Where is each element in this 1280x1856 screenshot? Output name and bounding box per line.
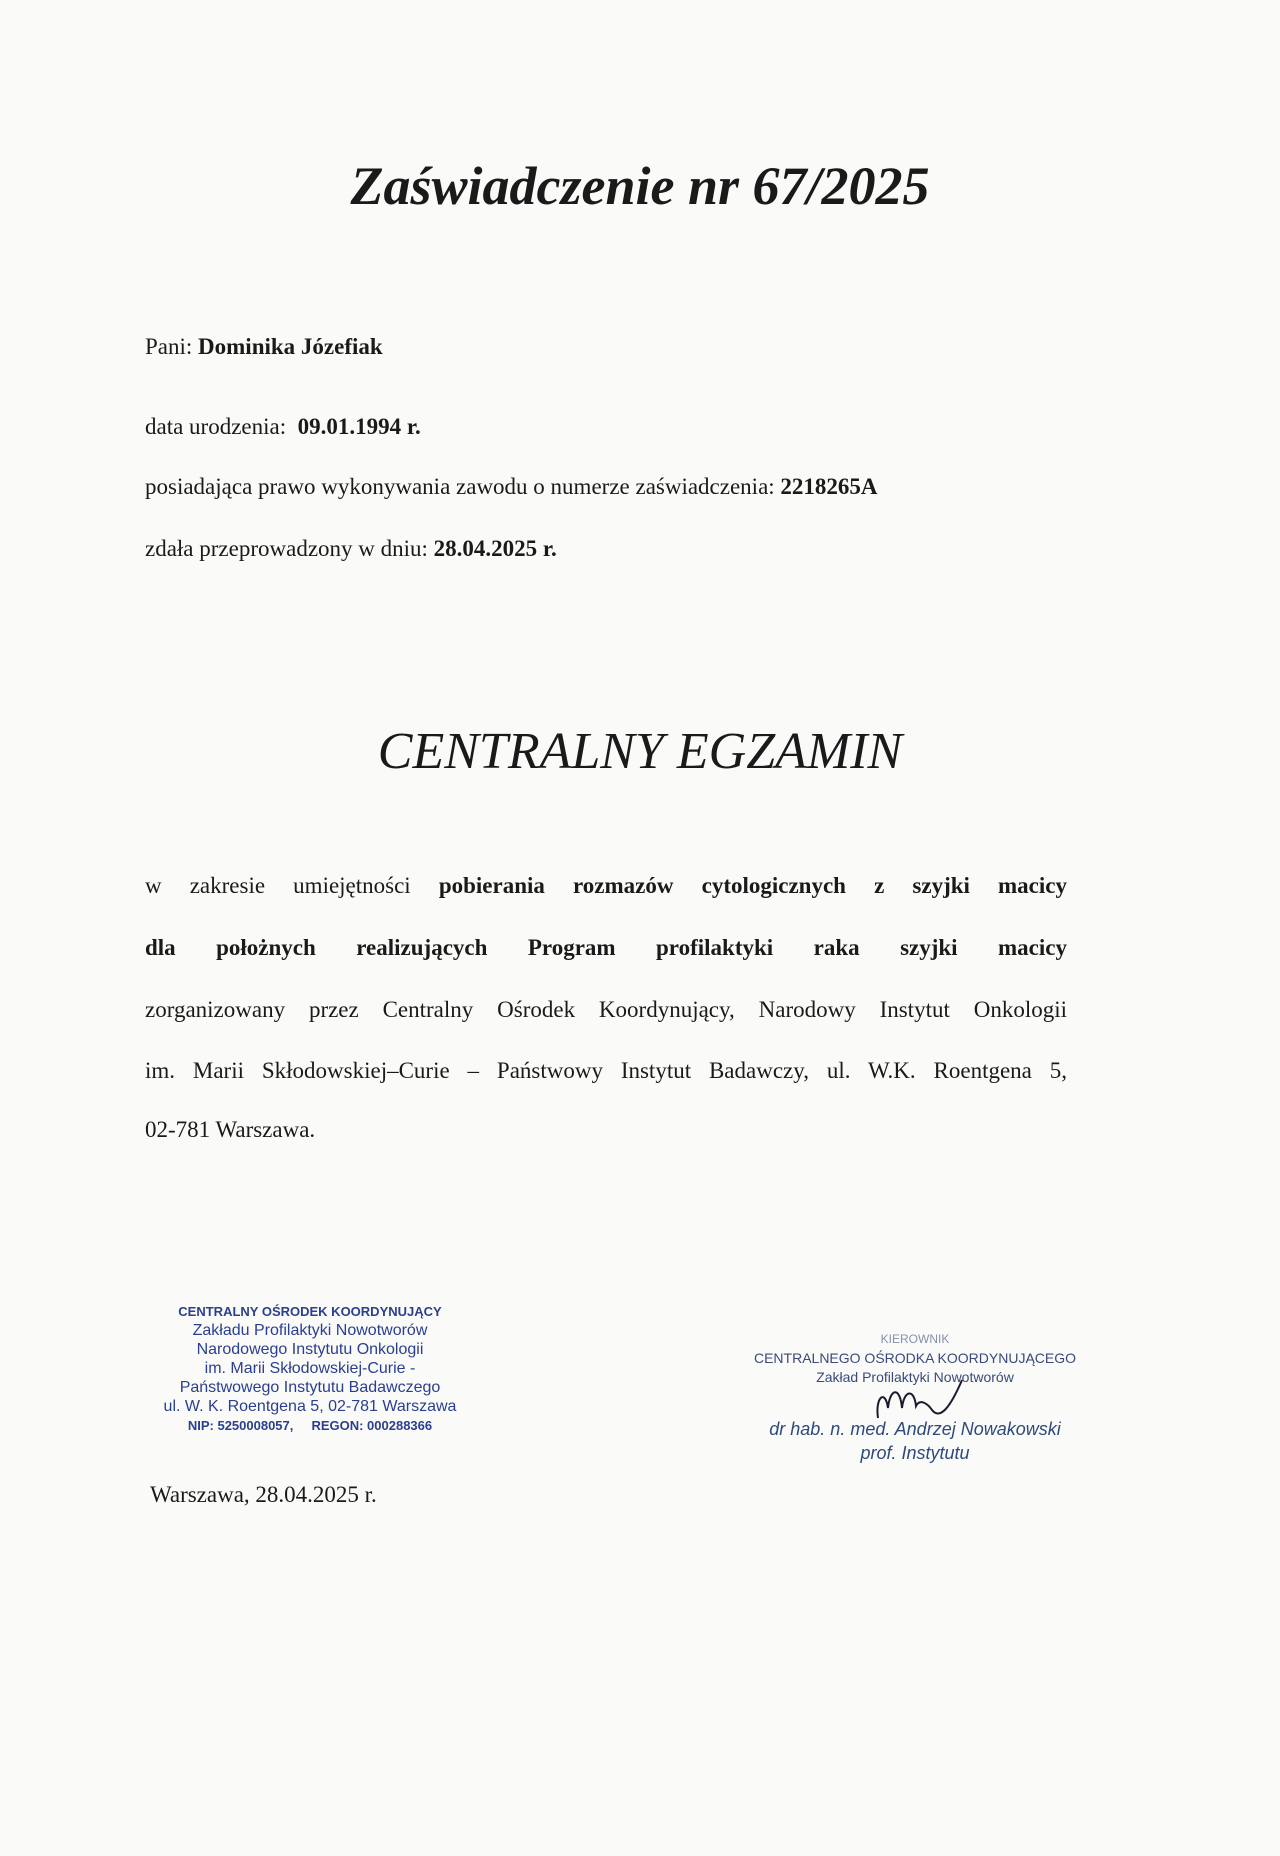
exam-heading: CENTRALNY EGZAMIN bbox=[377, 723, 903, 780]
stamp-line: CENTRALNY OŚRODEK KOORDYNUJĄCY bbox=[178, 1304, 442, 1319]
signature-icon bbox=[870, 1378, 980, 1428]
signatory-name: dr hab. n. med. Andrzej Nowakowski bbox=[769, 1419, 1061, 1439]
stamp-line: NIP: 5250008057, REGON: 000288366 bbox=[187, 1418, 433, 1433]
document-title: Zaświadczenie nr 67/2025 bbox=[350, 156, 930, 216]
place-date: Warszawa, 28.04.2025 r. bbox=[150, 1482, 377, 1507]
signatory-title: prof. Instytutu bbox=[860, 1443, 970, 1463]
stamp-line: im. Marii Skłodowskiej-Curie - bbox=[204, 1360, 416, 1377]
stamp-line: Narodowego Instytutu Onkologii bbox=[196, 1341, 424, 1358]
recipient-name: Dominika Józefiak bbox=[198, 334, 383, 359]
exam-date-line bbox=[145, 536, 557, 562]
paragraph-line-2: dla położnych realizujących Program profilaktyki raka szyjki macicy bbox=[145, 935, 1067, 960]
birth-label: data urodzenia: bbox=[145, 414, 287, 439]
stamp-role: KIEROWNIK bbox=[880, 1332, 950, 1346]
paragraph-line-3: zorganizowany przez Centralny Ośrodek Koordynujący, Narodowy Instytut Onkologii bbox=[145, 997, 1067, 1022]
scope-prefix: w zakresie umiejętności bbox=[145, 873, 411, 898]
scope-skill: pobierania rozmazów cytologicznych z szyjki macicy bbox=[438, 873, 1067, 898]
paragraph-line-4: im. Marii Skłodowskiej–Curie – Państwowy Instytut Badawczy, ul. W.K. Roentgena 5, bbox=[145, 1058, 1067, 1083]
exam-date: 28.04.2025 r. bbox=[433, 536, 557, 561]
stamp-line: Zakładu Profilaktyki Nowotworów bbox=[192, 1322, 428, 1339]
birth-line bbox=[145, 414, 421, 440]
license-line bbox=[145, 474, 878, 500]
exam-date-label: zdała przeprowadzony w dniu: bbox=[145, 536, 428, 561]
paragraph-line-1 bbox=[145, 873, 1067, 899]
paragraph-line-5: 02-781 Warszawa. bbox=[145, 1117, 316, 1142]
stamp-line: Państwowego Instytutu Badawczego bbox=[179, 1379, 441, 1396]
birth-date: 09.01.1994 r. bbox=[297, 414, 421, 439]
stamp-unit: CENTRALNEGO OŚRODKA KOORDYNUJĄCEGO bbox=[753, 1350, 1077, 1366]
stamp-dept: Zakład Profilaktyki Nowotworów bbox=[816, 1369, 1014, 1385]
institution-stamp bbox=[140, 1302, 480, 1435]
recipient-line bbox=[145, 334, 383, 360]
license-number: 2218265A bbox=[780, 474, 878, 499]
license-label: posiadająca prawo wykonywania zawodu o numerze zaświadczenia: bbox=[145, 474, 775, 499]
stamp-line: ul. W. K. Roentgena 5, 02-781 Warszawa bbox=[163, 1398, 457, 1415]
recipient-label: Pani: bbox=[145, 334, 193, 359]
